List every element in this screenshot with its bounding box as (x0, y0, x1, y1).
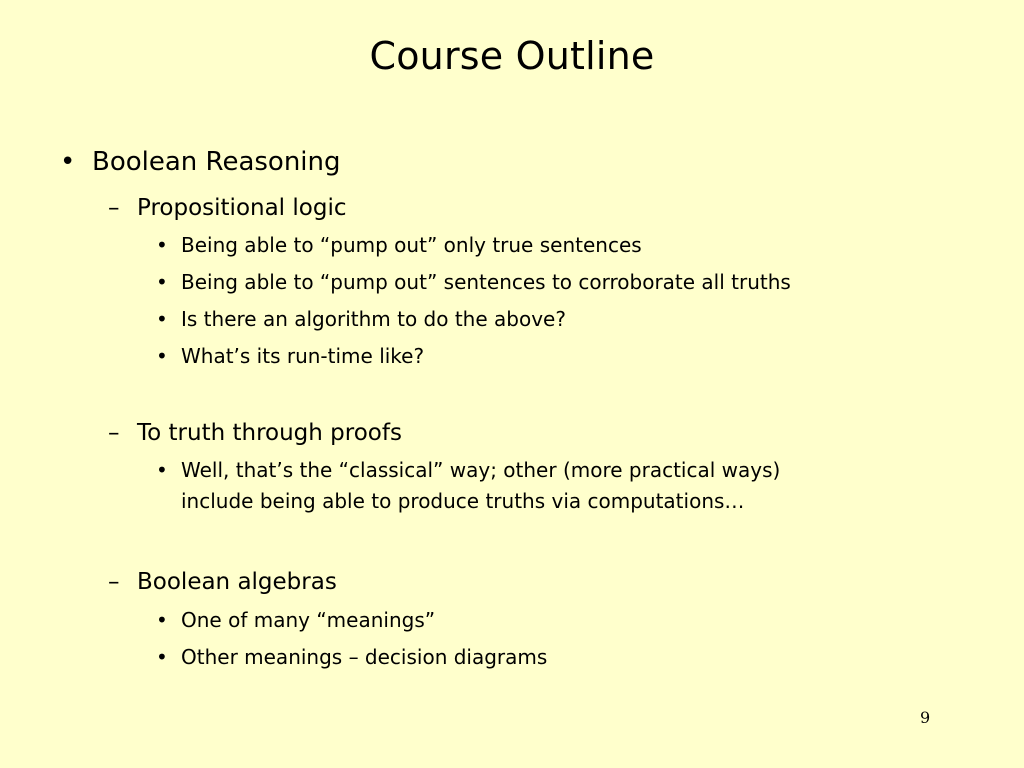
bullet-icon: • (156, 270, 168, 294)
bullet-icon: • (156, 307, 168, 331)
outline-point: What’s its run-time like? (181, 344, 425, 368)
outline-subitem-propositional-logic: Propositional logic (137, 195, 347, 221)
outline-point: Being able to “pump out” sentences to corroborate all truths (181, 270, 791, 294)
bullet-icon: • (156, 233, 168, 257)
outline-point: Well, that’s the “classical” way; other (more practical ways) (181, 458, 781, 482)
outline-point-continuation: include being able to produce truths via computations… (181, 489, 745, 513)
outline-point: Other meanings – decision diagrams (181, 645, 548, 669)
bullet-icon: • (156, 458, 168, 482)
outline-point: Being able to “pump out” only true sentences (181, 233, 642, 257)
outline-subitem-boolean-algebras: Boolean algebras (137, 569, 337, 595)
page-number: 9 (920, 708, 931, 727)
bullet-icon: • (60, 147, 76, 177)
outline-subitem-truth-through-proofs: To truth through proofs (137, 420, 402, 446)
dash-icon: – (108, 569, 120, 595)
outline-point: Is there an algorithm to do the above? (181, 307, 566, 331)
bullet-icon: • (156, 608, 168, 632)
dash-icon: – (108, 420, 120, 446)
bullet-icon: • (156, 344, 168, 368)
bullet-icon: • (156, 645, 168, 669)
dash-icon: – (108, 195, 120, 221)
outline-point: One of many “meanings” (181, 608, 436, 632)
outline-item-boolean-reasoning: Boolean Reasoning (92, 147, 341, 177)
slide-title: Course Outline (369, 34, 655, 78)
